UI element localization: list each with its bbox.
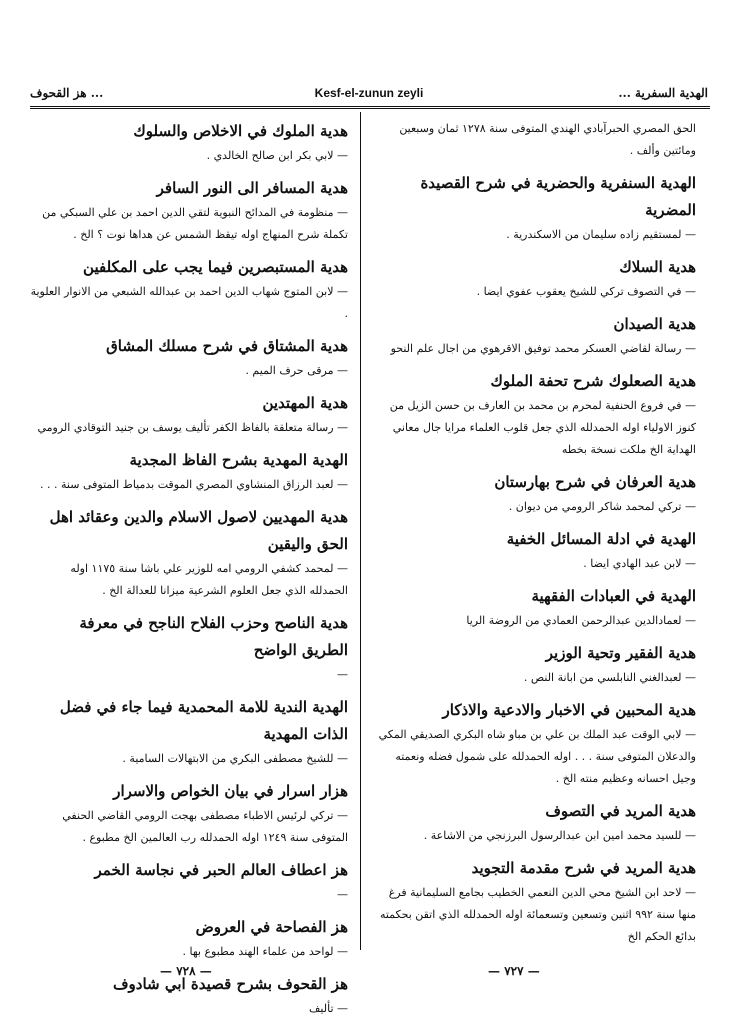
entry-body: — لابن عبد الهادي ايضا . [583,557,696,570]
entry-body: — تركي لمحمد شاكر الرومي من ديوان . [508,500,696,513]
entry-title: الهدية السنفرية والحضرية في شرح القصيدة المضرية [420,174,696,219]
entry-body: — تأليف [309,1002,348,1015]
catalog-entry [378,368,696,461]
catalog-entry [30,175,348,246]
entry-body: — في فروع الحنفية لمحرم بن محمد بن العارف بن حسن الزيل من كنوز الاولياء اوله الحمدلله الذي جعل قلوب العلماء مرايا جال معاني الهداية الخ ملكت نسخة بخطه [389,399,696,456]
catalog-entry [30,333,348,382]
entry-body: — [337,668,348,681]
entry-title: هدية العرفان في شرح بهارستان [494,473,696,491]
catalog-entry [30,118,348,167]
catalog-entry [378,311,696,360]
entry-body: — تركي لرئيس الاطباء مصطفى بهجت الرومي القاضي الحنفي المتوفى سنة ١٢٤٩ اوله الحمدلله رب العالمين الخ مطبوع . [62,809,348,844]
catalog-entry [378,640,696,689]
entry-title: الهدية المهدية بشرح الفاظ المجدية [129,451,348,469]
header-right: الهدية السفرية ... [618,86,708,100]
catalog-entry [30,390,348,439]
page-number-right: — ٧٢٧ — [488,964,540,978]
catalog-entry [30,504,348,602]
entry-title: الهدية في ادلة المسائل الخفية [506,530,696,548]
entry-title: هدية المهتدين [262,394,348,412]
catalog-entry [378,254,696,303]
entry-title: هدية المهديين لاصول الاسلام والدين وعقائد اهل الحق واليقين [49,508,348,553]
entry-body: — لاحد ابن الشيخ محي الدين النعمي الخطيب بجامع السليمانية فرغ منها سنة ٩٩٢ اثنين وتسعين وتسعمائة اوله الحمدلله الذي اتقن بحكمته بدائع الحكم الخ [379,886,696,943]
entry-body: الحق المصري الحبرآبادي الهندي المتوفى سنة ١٢٧٨ ثمان وسبعين ومائتين وألف . [399,122,696,157]
entry-title: هدية المسافر الى النور السافر [156,179,348,197]
entry-title: هز القحوف بشرح قصيدة ابي شادوف [112,975,348,993]
catalog-entry [30,914,348,963]
header-rule [30,106,710,109]
entry-body: — للسيد محمد امين ابن عبدالرسول البرزنجي من الاشاعة . [423,829,696,842]
entry-title: الهدية الندية للامة المحمدية فيما جاء في فضل الذات المهدية [59,698,348,743]
entry-body: — منظومة في المدائح النبوية لتقي الدين احمد بن علي السبكي من تكملة شرح المنهاج اوله تيقظ الشمس عن هداها نوت ؟ الخ . [42,206,348,241]
entry-body: — لمحمد كشفي الرومي امه للوزير علي باشا سنة ١١٧٥ اوله الحمدلله الذي جعل العلوم الشرعية ميزانا للعدالة الخ . [70,562,348,597]
entry-body: — لابن المتوج شهاب الدين احمد بن عبدالله الشبعي من الانوار العلوية . [30,285,348,320]
entry-body: — [337,888,348,901]
catalog-entry [378,855,696,948]
entry-title: هدية المحبين في الاخبار والادعية والاذكار [442,701,696,719]
entry-title: هدية السلاك [619,258,696,276]
entry-title: هدية الصعلوك شرح تحفة الملوك [490,372,696,390]
entry-title: هدية المشتاق في شرح مسلك المشاق [106,337,348,355]
entry-title: هزار اسرار في بيان الخواص والاسرار [113,782,348,800]
entry-title: هدية الناصح وحزب الفلاح الناجح في معرفة الطريق الواضح [79,614,348,659]
entry-body: — للشيخ مصطفى البكري من الابتهالات السامية . [122,752,348,765]
entry-body: — لابي بكر ابن صالح الخالدي . [206,149,348,162]
entry-body: — لعبدالغني النابلسي من ابانة النص . [523,671,696,684]
entry-title: هز اعطاف العالم الحبر في نجاسة الخمر [94,861,348,879]
catalog-entry [30,857,348,906]
entry-title: هز الفصاحة في العروض [195,918,348,936]
entry-title: هدية الملوك في الاخلاص والسلوك [133,122,348,140]
catalog-entry [378,583,696,632]
catalog-entry [378,469,696,518]
catalog-entry [30,971,348,1020]
entry-body: — في التصوف تركي للشيخ يعقوب عفوي ايضا . [476,285,696,298]
entry-body: — لابي الوقت عبد الملك بن علي بن مباو شاه البكري الصديقي المكي والدعلان المتوفى سنة . . . اوله الحمدلله على شمول فضله ونعمته وجيل احسانه وعظيم منته الخ . [378,728,696,785]
entry-title: هدية المريد في التصوف [545,802,696,820]
header-left: هز القحوف ... [30,86,104,100]
running-header [30,86,708,104]
entry-body: — لعمادالدين عبدالرحمن العمادي من الروضة الريا [466,614,696,627]
catalog-entry [30,778,348,849]
catalog-entry [30,694,348,770]
right-column [378,118,696,956]
header-center: Kesf-el-zunun zeyli [314,86,424,100]
catalog-entry [378,526,696,575]
page-number-left: — ٧٢٨ — [160,964,212,978]
catalog-entry [378,170,696,246]
entry-title: الهدية في العبادات الفقهية [531,587,696,605]
entry-body: — لمستقيم زاده سليمان من الاسكندرية . [506,228,696,241]
entry-title: هدية الصيدان [613,315,696,333]
catalog-entry [30,254,348,325]
catalog-entry [30,447,348,496]
catalog-entry [378,697,696,790]
entry-title: هدية المريد في شرح مقدمة التجويد [471,859,696,877]
catalog-entry [378,798,696,847]
entry-body: — رسالة متعلقة بالفاظ الكفر تأليف يوسف بن جنيد التوقادي الرومي [37,421,348,434]
column-divider [360,112,361,950]
left-column [30,118,348,1028]
entry-body: — مرقى حرف الميم . [245,364,348,377]
entry-title: هدية الفقير وتحية الوزير [545,644,696,662]
catalog-entry [30,610,348,686]
entry-body: — رسالة لقاضي العسكر محمد توفيق الاقرهوي من اجال علم النحو [390,342,696,355]
catalog-entry [378,118,696,162]
entry-body: — لعبد الرزاق المنشاوي المصري الموقت بدمياط المتوفى سنة . . . [40,478,348,491]
entry-body: — لواحد من علماء الهند مطبوع بها . [182,945,348,958]
entry-title: هدية المستبصرين فيما يجب على المكلفين [83,258,348,276]
